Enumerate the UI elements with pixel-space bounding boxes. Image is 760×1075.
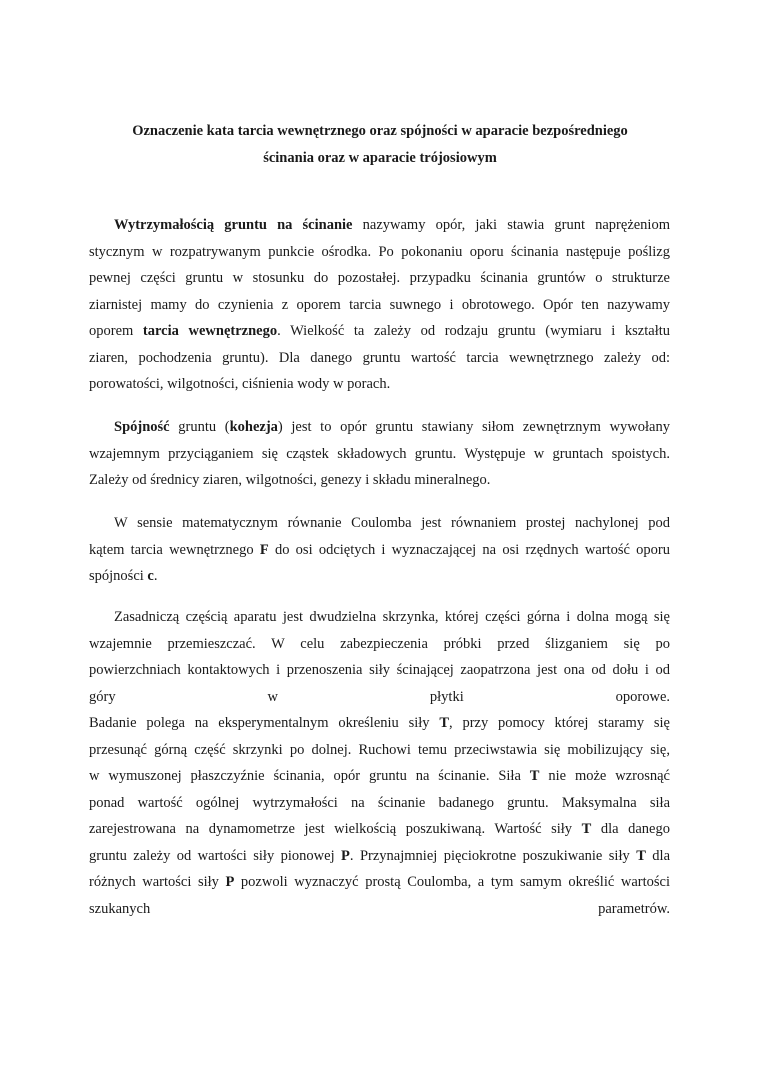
p4-line-5	[89, 710, 670, 737]
symbol-F: F	[259, 541, 269, 558]
p3-line-2-a: kątem tarcia wewnętrznego	[89, 541, 260, 558]
p4-line-12-w1: szukanych	[89, 900, 151, 917]
paragraph-cohesion	[89, 414, 670, 494]
p4-line-9-b: dla danego	[591, 821, 670, 837]
p1-line-7: porowatości, wilgotności, ciśnienia wody w porach.	[89, 376, 391, 392]
p1-line-5-b: . Wielkość ta zależy od rodzaju gruntu (wymiaru i kształtu	[277, 323, 671, 339]
paragraph-coulomb	[89, 510, 670, 590]
p3-line-3-a: spójności	[89, 568, 148, 584]
p4-line-7-a: w wymuszonej płaszczyźnie ścinania, opór gruntu na ścinanie. Siła	[89, 768, 530, 784]
p4-line-4-w4: oporowe.	[615, 688, 671, 705]
p1-line-1-text: nazywamy opór, jaki stawia grunt naprężeniom	[352, 217, 670, 233]
p1-line-1	[89, 212, 670, 239]
p1-line-5	[89, 318, 670, 345]
p4-line-4-w1: góry	[89, 688, 116, 705]
p2-line-3: Zależy od średnicy ziaren, wilgotności, genezy i składu mineralnego.	[89, 472, 491, 488]
p4-line-6: przesunąć górną część skrzynki po dolnej. Ruchowi temu przeciwstawia się mobilizujący się,	[89, 741, 670, 758]
p4-line-10	[89, 843, 670, 870]
term-cohesion-pl: Spójność	[114, 419, 170, 435]
p2-line-1-b: ) jest to opór gruntu stawiany siłom zewnętrznym wywołany	[277, 419, 670, 435]
p4-line-7-b: nie może wzrosnąć	[539, 768, 670, 784]
p3-line-2	[89, 537, 670, 564]
p4-line-9	[89, 816, 670, 843]
p4-line-1: Zasadniczą częścią aparatu jest dwudzielna skrzynka, której części górna i dolna mogą się	[114, 609, 670, 625]
p2-line-2: wzajemnym przyciąganiem się cząstek składowych gruntu. Występuje w gruntach spoistych.	[89, 445, 670, 462]
p1-line-3: pewnej części gruntu w stosunku do pozostałej. przypadku ścinania gruntów o strukturze	[89, 270, 670, 286]
p4-line-12	[89, 896, 670, 923]
p4-line-11-a: różnych wartości siły	[89, 874, 226, 890]
symbol-P: P	[225, 874, 235, 890]
document-title	[90, 118, 670, 172]
p4-line-11-b: pozwoli wyznaczyć prostą Coulomba, a tym samym określić wartości	[234, 874, 670, 890]
p3-line-1: W sensie matematycznym równanie Coulomba jest równaniem prostej nachylonej pod	[114, 515, 670, 531]
p3-line-3-b: .	[153, 568, 158, 584]
p4-line-12-w2: parametrów.	[598, 900, 670, 917]
p4-line-3: powierzchniach kontaktowych i przenoszenia siły ścinającej zaopatrzona jest ona od dołu i od	[89, 662, 670, 678]
p4-line-4-w2: w	[267, 688, 278, 705]
p3-line-2-b: do osi odciętych i wyznaczającej na osi rzędnych wartość oporu	[268, 541, 670, 558]
term-internal-friction: tarcia wewnętrznego	[142, 323, 278, 339]
p4-line-11	[89, 869, 670, 896]
p4-line-7	[89, 763, 670, 790]
paragraph-apparatus	[89, 604, 670, 922]
p2-line-1	[89, 414, 670, 441]
p4-line-10-b: . Przynajmniej pięciokrotne poszukiwanie siły	[349, 847, 637, 864]
p4-line-5-a: Badanie polega na eksperymentalnym określeniu siły	[89, 715, 440, 731]
p4-line-10-a: gruntu zależy od wartości siły pionowej	[89, 847, 342, 864]
term-shear-strength: Wytrzymałością gruntu na ścinanie	[114, 217, 353, 233]
symbol-T: T	[636, 847, 646, 864]
p4-line-2: wzajemnie przemieszczać. W celu zabezpieczenia próbki przed ślizganiem się po	[89, 635, 670, 652]
p1-line-2: stycznym w rozpatrywanym punkcie ośrodka. Po pokonaniu oporu ścinania następuje poślizg	[89, 243, 670, 260]
symbol-T: T	[581, 821, 592, 837]
p4-line-4-w3: płytki	[429, 688, 464, 705]
title-line-2: ścinania oraz w aparacie trójosiowym	[263, 150, 497, 166]
term-kohezja: kohezja	[229, 419, 278, 435]
p4-line-4	[89, 684, 670, 711]
p1-line-4: ziarnistej mamy do czynienia z oporem tarcia suwnego i obrotowego. Opór ten nazywamy	[89, 296, 670, 313]
p4-line-9-a: zarejestrowana na dynamometrze jest wielkością poszukiwaną. Wartość siły	[89, 821, 582, 837]
p1-line-5-a: oporem	[89, 323, 143, 339]
p3-line-3	[89, 563, 670, 590]
symbol-T: T	[439, 715, 450, 731]
p1-line-6: ziaren, pochodzenia gruntu). Dla danego gruntu wartość tarcia wewnętrznego zależy od:	[89, 349, 670, 366]
p4-line-10-c: dla	[645, 847, 671, 864]
p4-line-5-b: , przy pomocy której staramy się	[449, 715, 670, 731]
p2-line-1-a: gruntu (	[169, 419, 230, 435]
symbol-c: c	[147, 568, 154, 584]
symbol-P: P	[341, 847, 350, 864]
title-line-1: Oznaczenie kata tarcia wewnętrznego oraz spójności w aparacie bezpośredniego	[132, 123, 628, 139]
p4-line-8: ponad wartość ogólnej wytrzymałości na ścinanie badanego gruntu. Maksymalna siła	[89, 794, 670, 811]
symbol-T: T	[529, 768, 540, 784]
paragraph-shear-strength	[89, 212, 670, 398]
